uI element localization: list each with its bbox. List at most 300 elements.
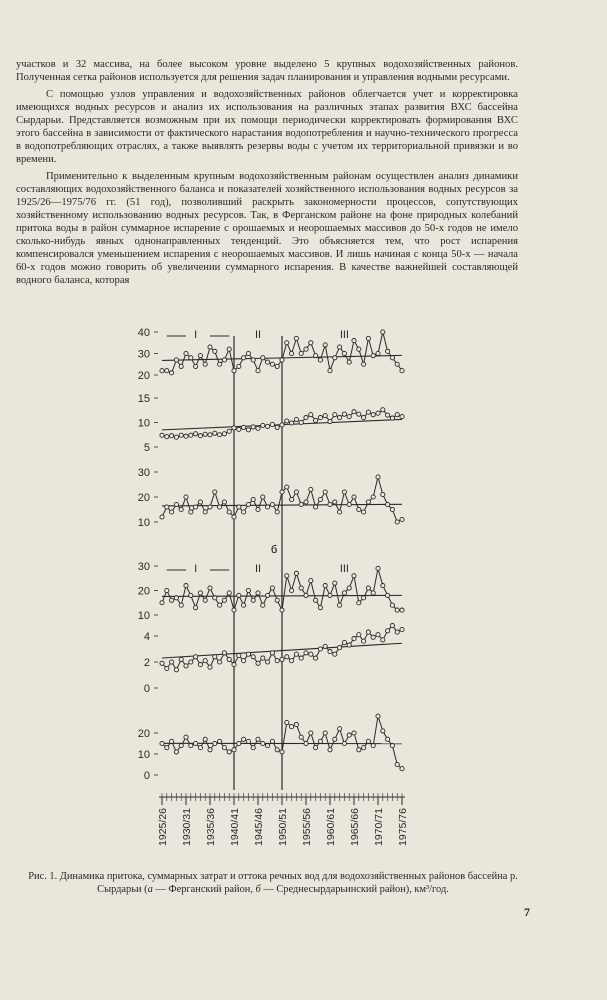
x-tick-label: 1925/26 [157, 808, 169, 846]
data-point [266, 593, 270, 597]
data-point [371, 495, 375, 499]
data-point [333, 652, 337, 656]
data-point [275, 364, 279, 368]
data-point [266, 505, 270, 509]
data-point [318, 358, 322, 362]
data-point [309, 487, 313, 491]
data-point [213, 349, 217, 353]
data-point [357, 507, 361, 511]
data-point [390, 416, 394, 420]
data-point [366, 630, 370, 634]
data-point [194, 505, 198, 509]
data-point [160, 515, 164, 519]
data-point [232, 515, 236, 519]
data-point [270, 362, 274, 366]
data-point [347, 586, 351, 590]
data-point [314, 598, 318, 602]
data-point [400, 517, 404, 521]
data-point [160, 601, 164, 605]
data-point [299, 420, 303, 424]
data-point [189, 433, 193, 437]
y-tick-label: 30 [137, 467, 150, 479]
data-point [371, 354, 375, 358]
data-point [386, 413, 390, 417]
data-point [294, 652, 298, 656]
data-point [280, 750, 284, 754]
data-point [338, 603, 342, 607]
data-point [338, 727, 342, 731]
data-point [390, 744, 394, 748]
data-point [395, 608, 399, 612]
data-point [280, 490, 284, 494]
data-point [246, 739, 250, 743]
data-point [165, 588, 169, 592]
data-point [165, 369, 169, 373]
data-point [232, 426, 236, 430]
data-point [246, 428, 250, 432]
data-point [261, 656, 265, 660]
data-point [290, 421, 294, 425]
data-point [371, 413, 375, 417]
period-label-2: II [254, 563, 262, 575]
data-point [251, 655, 255, 659]
chart-panel-4 [138, 561, 404, 622]
data-point [227, 429, 231, 433]
data-point [285, 341, 289, 345]
data-point [381, 638, 385, 642]
data-point [218, 739, 222, 743]
data-point [366, 336, 370, 340]
data-point [309, 731, 313, 735]
data-point [266, 660, 270, 664]
data-point [179, 507, 183, 511]
y-tick-label: 20 [137, 585, 150, 598]
data-point [275, 425, 279, 429]
data-point [256, 369, 260, 373]
y-tick-label: 5 [143, 442, 150, 454]
data-point [261, 495, 265, 499]
data-point [376, 633, 380, 637]
data-point [390, 624, 394, 628]
data-point [285, 574, 289, 578]
data-point [294, 571, 298, 575]
data-point [294, 417, 298, 421]
data-point [237, 427, 241, 431]
data-point [362, 510, 366, 514]
data-point [270, 739, 274, 743]
x-tick-label: 1975/76 [397, 808, 409, 846]
data-point [198, 746, 202, 750]
data-point [184, 351, 188, 355]
data-point [304, 347, 308, 351]
data-point [381, 408, 385, 412]
data-point [189, 356, 193, 360]
data-point [328, 419, 332, 423]
data-point [338, 416, 342, 420]
data-point [371, 635, 375, 639]
data-point [222, 598, 226, 602]
data-point [309, 579, 313, 583]
y-tick-label: 0 [143, 683, 150, 695]
data-point [352, 410, 356, 414]
data-point [318, 416, 322, 420]
data-point [347, 733, 351, 737]
data-point [294, 723, 298, 727]
data-point [208, 433, 212, 437]
data-point [318, 606, 322, 610]
data-point [227, 750, 231, 754]
data-point [314, 354, 318, 358]
data-point [342, 640, 346, 644]
data-point [352, 731, 356, 735]
data-point [227, 657, 231, 661]
data-point [208, 665, 212, 669]
data-point [218, 660, 222, 664]
data-point [285, 720, 289, 724]
data-point [352, 495, 356, 499]
data-point [280, 358, 284, 362]
data-point [179, 744, 183, 748]
data-point [251, 497, 255, 501]
data-point [347, 502, 351, 506]
data-point [222, 500, 226, 504]
data-point [213, 490, 217, 494]
data-point [381, 330, 385, 334]
data-point [342, 351, 346, 355]
data-point [386, 349, 390, 353]
data-point [174, 750, 178, 754]
data-point [165, 746, 169, 750]
x-tick-label: 1940/41 [229, 808, 241, 846]
data-point [179, 433, 183, 437]
data-point [376, 411, 380, 415]
data-point [174, 435, 178, 439]
data-point [227, 591, 231, 595]
data-point [184, 584, 188, 588]
data-point [222, 746, 226, 750]
data-point [376, 351, 380, 355]
data-point [362, 746, 366, 750]
y-tick-label: 10 [137, 417, 150, 430]
data-point [400, 767, 404, 771]
data-point [242, 510, 246, 514]
data-point [357, 748, 361, 752]
data-point [352, 574, 356, 578]
data-point [342, 591, 346, 595]
data-point [237, 741, 241, 745]
data-point [338, 646, 342, 650]
data-point [174, 596, 178, 600]
data-point [242, 425, 246, 429]
data-point [376, 566, 380, 570]
data-point [189, 510, 193, 514]
period-label-3: III [339, 563, 349, 575]
data-point [174, 502, 178, 506]
y-tick-label: 20 [137, 370, 150, 382]
period-label-3: III [339, 329, 349, 341]
data-point [395, 362, 399, 366]
chart-panel-1 [138, 327, 404, 382]
data-point [170, 510, 174, 514]
data-point [160, 741, 164, 745]
data-point [381, 584, 385, 588]
data-point [266, 360, 270, 364]
data-point [338, 510, 342, 514]
data-point [198, 500, 202, 504]
data-point [198, 591, 202, 595]
data-point [280, 657, 284, 661]
data-point [242, 737, 246, 741]
chart-panel-5 [144, 624, 404, 696]
data-point [270, 422, 274, 426]
data-point [232, 748, 236, 752]
x-tick-label: 1960/61 [325, 808, 337, 846]
data-point [352, 637, 356, 641]
period-label-1: I [194, 329, 198, 341]
period-label-2: II [254, 329, 262, 341]
y-tick-label: 30 [137, 561, 150, 573]
data-point [179, 364, 183, 368]
data-point [184, 434, 188, 438]
data-point [222, 651, 226, 655]
data-point [246, 652, 250, 656]
data-point [270, 502, 274, 506]
data-point [213, 596, 217, 600]
data-point [323, 490, 327, 494]
data-point [256, 591, 260, 595]
data-point [275, 659, 279, 663]
data-point [194, 364, 198, 368]
data-point [179, 603, 183, 607]
data-point [246, 502, 250, 506]
data-point [165, 505, 169, 509]
data-point [309, 652, 313, 656]
data-point [328, 593, 332, 597]
data-point [323, 414, 327, 418]
data-point [179, 657, 183, 661]
data-point [395, 762, 399, 766]
data-point [386, 593, 390, 597]
data-point [347, 360, 351, 364]
data-point [251, 425, 255, 429]
data-point [323, 731, 327, 735]
data-point [218, 433, 222, 437]
paragraph-3: Применительно к выделенным крупным водохозяйственным районам осуществлен анализ динамики составляющих водохозяйственного баланса и показателей хозяйственного использования водных ресурсов за 1925/26—1975/76 гг. (51 год), позволивший раскрыть закономерности процессов, сопутствующих хозяйственному использованию водных ресурсов. Так, в Ферганском районе на фоне природных колебаний притока воды в район суммарное испарение с орошаемых и неорошаемых массивов до 50-х годов не имело сколько-нибудь явных однонаправленных тенденций. Это объясняется тем, что рост испарения компенсировался уменьшением испарения с неорошаемых массивов. И лишь начиная с конца 50-х — начала 60-х годов можно говорить об увеличении суммарного испарения. В качестве важнейшей составляющей водного баланса, которая [16, 171, 518, 286]
panel-label-b: б [270, 544, 278, 556]
data-point [362, 639, 366, 643]
data-point [390, 603, 394, 607]
data-point [256, 661, 260, 665]
data-point [285, 419, 289, 423]
data-point [232, 608, 236, 612]
data-point [266, 424, 270, 428]
data-point [357, 633, 361, 637]
data-point [227, 347, 231, 351]
data-point [222, 432, 226, 436]
data-point [198, 434, 202, 438]
y-tick-label: 15 [137, 393, 150, 405]
data-point [290, 725, 294, 729]
data-point [256, 737, 260, 741]
y-tick-label: 10 [137, 749, 150, 761]
data-point [357, 412, 361, 416]
data-point [395, 520, 399, 524]
data-point [208, 505, 212, 509]
data-point [386, 502, 390, 506]
data-point [285, 485, 289, 489]
data-point [242, 356, 246, 360]
data-point [246, 588, 250, 592]
data-point [203, 598, 207, 602]
data-point [366, 586, 370, 590]
data-point [309, 341, 313, 345]
data-point [165, 666, 169, 670]
data-point [376, 475, 380, 479]
data-point [314, 505, 318, 509]
paragraph-1: участков и 32 массива, на более высоком уровне выделено 5 крупных водохозяйственных районов. Полученная сетка районов используется для решения задач планирования и управления водными ресурсами. [16, 59, 518, 83]
data-point [237, 653, 241, 657]
data-point [328, 650, 332, 654]
data-point [242, 603, 246, 607]
data-point [304, 741, 308, 745]
data-point [189, 744, 193, 748]
data-point [342, 490, 346, 494]
data-point [170, 434, 174, 438]
data-point [251, 598, 255, 602]
data-point [318, 497, 322, 501]
data-point [328, 748, 332, 752]
y-tick-label: 0 [143, 770, 150, 782]
data-point [246, 351, 250, 355]
data-point [366, 739, 370, 743]
data-point [357, 347, 361, 351]
data-point [333, 581, 337, 585]
data-point [198, 663, 202, 667]
data-point [285, 655, 289, 659]
data-point [328, 369, 332, 373]
data-point [270, 586, 274, 590]
data-point [366, 500, 370, 504]
data-point [304, 593, 308, 597]
data-point [299, 351, 303, 355]
y-tick-label: 40 [137, 327, 150, 339]
data-point [170, 739, 174, 743]
x-tick-label: 1950/51 [277, 808, 289, 846]
data-point [208, 586, 212, 590]
y-tick-label: 30 [137, 348, 150, 361]
data-point [299, 586, 303, 590]
data-point [386, 629, 390, 633]
data-point [237, 505, 241, 509]
data-point [362, 596, 366, 600]
data-point [184, 664, 188, 668]
y-tick-label: 4 [143, 631, 150, 643]
data-point [165, 435, 169, 439]
data-point [261, 603, 265, 607]
data-point [170, 660, 174, 664]
data-point [275, 748, 279, 752]
data-point [338, 345, 342, 349]
data-point [280, 608, 284, 612]
data-point [328, 502, 332, 506]
paragraph-2: С помощью узлов управления и водохозяйственных районов облегчается учет и корректировка имеющихся водных ресурсов и анализ их использования на различных этапах развития ВХС бассейна Сырдарьи. Представляется возможным при их помощи периодически корректировать формирования ВХС этого бассейна в зависимости от фактического нарастания водопотребления и научно-технического прогресса в водопотребляющих отраслях, а также выявлять резервы воды с учетом их территориальной привязки и во времени. [16, 89, 518, 165]
data-point [160, 661, 164, 665]
data-point [213, 741, 217, 745]
data-point [290, 588, 294, 592]
data-point [304, 651, 308, 655]
data-point [251, 358, 255, 362]
data-point [213, 431, 217, 435]
data-point [400, 369, 404, 373]
y-tick-label: 20 [137, 728, 150, 740]
data-point [261, 356, 265, 360]
data-point [189, 660, 193, 664]
data-point [218, 603, 222, 607]
x-tick-label: 1965/66 [349, 808, 361, 846]
data-point [400, 415, 404, 419]
data-point [318, 739, 322, 743]
y-tick-label: 2 [143, 657, 150, 669]
data-point [362, 416, 366, 420]
data-point [280, 423, 284, 427]
data-point [299, 656, 303, 660]
data-point [290, 659, 294, 663]
data-point [390, 507, 394, 511]
y-tick-label: 10 [137, 517, 150, 529]
data-point [299, 502, 303, 506]
data-point [213, 655, 217, 659]
data-point [256, 426, 260, 430]
data-point [290, 497, 294, 501]
data-point [170, 371, 174, 375]
data-point [314, 746, 318, 750]
data-point [323, 644, 327, 648]
data-point [160, 369, 164, 373]
data-point [290, 351, 294, 355]
chart-panel-3 [138, 467, 404, 529]
data-point [203, 659, 207, 663]
data-point [299, 735, 303, 739]
data-point [218, 505, 222, 509]
data-point [347, 643, 351, 647]
data-point [333, 413, 337, 417]
data-point [208, 748, 212, 752]
data-point [395, 413, 399, 417]
data-point [194, 655, 198, 659]
data-point [222, 358, 226, 362]
data-point [227, 510, 231, 514]
data-point [203, 362, 207, 366]
data-point [237, 593, 241, 597]
data-point [270, 651, 274, 655]
data-point [362, 362, 366, 366]
data-point [160, 433, 164, 437]
page-number: 7 [524, 905, 530, 919]
data-point [174, 358, 178, 362]
data-point [400, 608, 404, 612]
x-tick-label: 1930/31 [181, 808, 193, 846]
data-point [232, 369, 236, 373]
data-point [275, 510, 279, 514]
data-point [386, 737, 390, 741]
data-point [381, 729, 385, 733]
data-point [376, 714, 380, 718]
data-point [261, 741, 265, 745]
data-point [323, 584, 327, 588]
data-point [342, 412, 346, 416]
data-point [352, 339, 356, 343]
data-point [347, 415, 351, 419]
